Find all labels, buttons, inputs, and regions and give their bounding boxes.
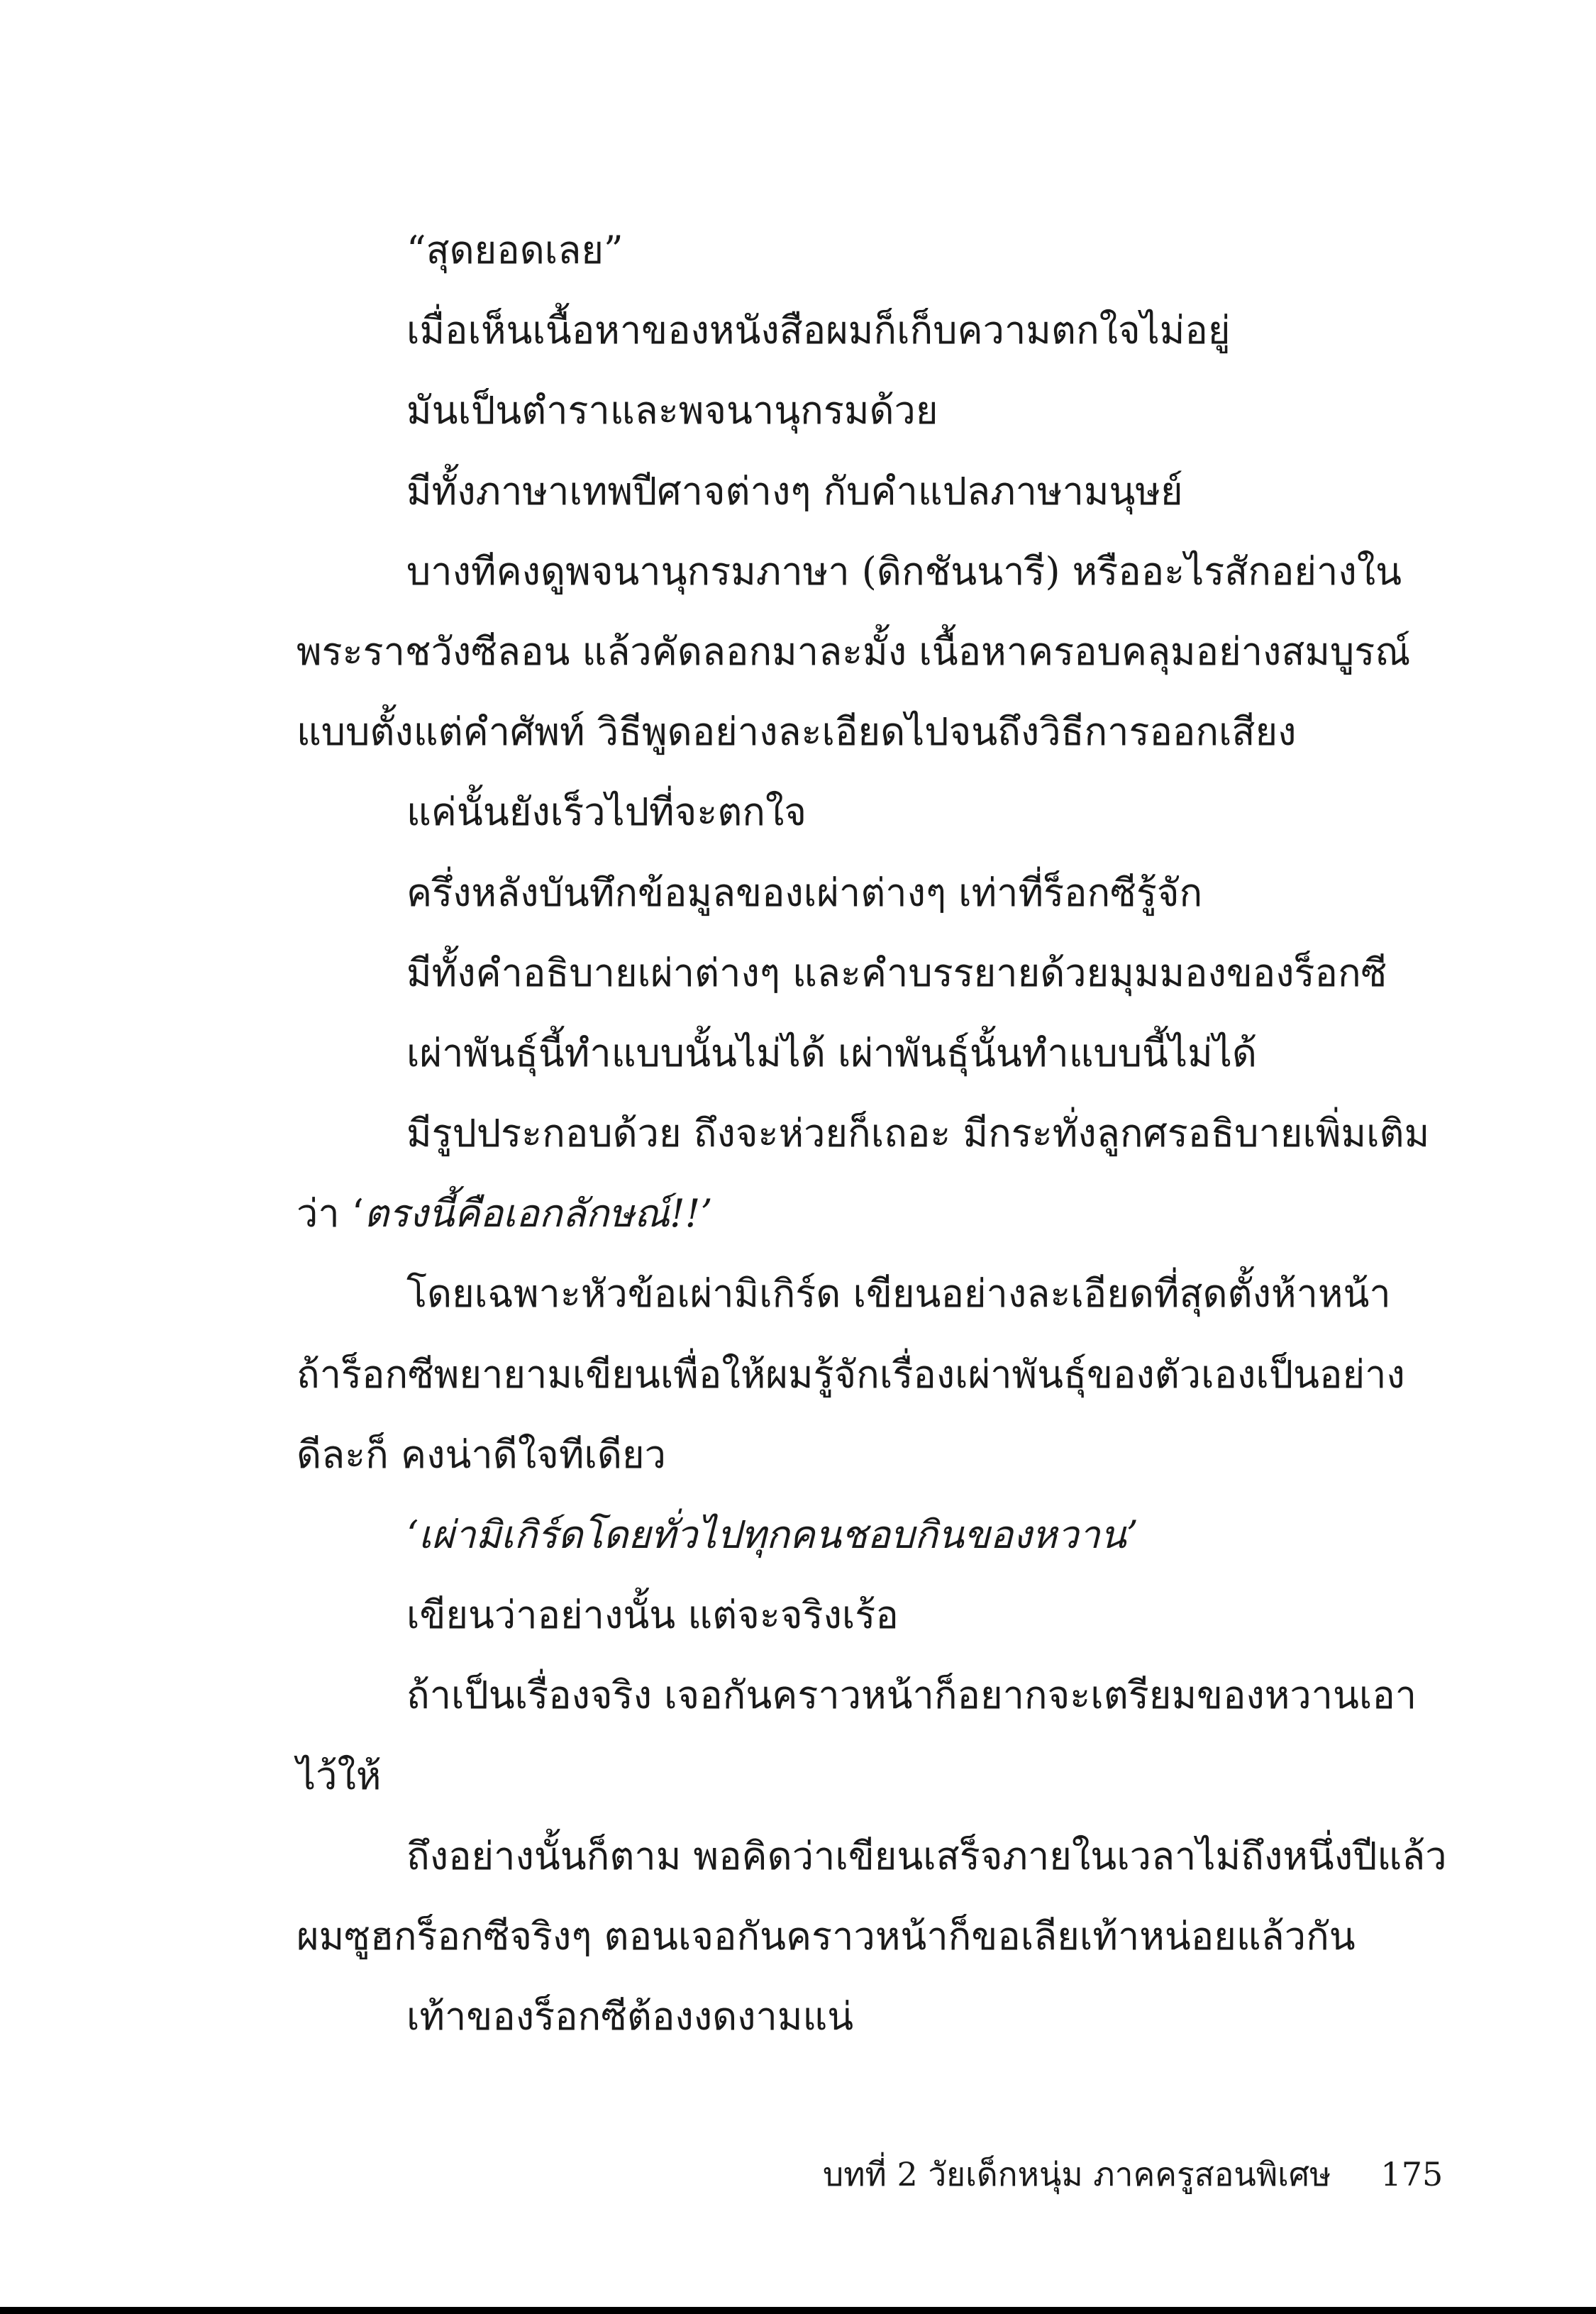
page-footer [823, 2149, 1443, 2199]
text-line: มีรูปประกอบด้วย ถึงจะห่วยก็เถอะ มีกระทั่งลูกศรอธิบายเพิ่มเติม [406, 1111, 1430, 1156]
chapter-title: บทที่ 2 วัยเด็กหนุ่ม ภาคครูสอนพิเศษ [823, 2155, 1331, 2193]
text-line: ไว้ให้ [297, 1753, 382, 1798]
text-line: มันเป็นตำราและพจนานุกรมด้วย [406, 388, 938, 433]
text-line-italic: ‘เผ่ามิเกิร์ดโดยทั่วไปทุกคนชอบกินของหวาน’ [406, 1512, 1138, 1557]
text-line: ครึ่งหลังบันทึกข้อมูลของเผ่าต่างๆ เท่าที่ร็อกซีรู้จัก [406, 870, 1203, 915]
text-plain: ว่า ‘ [297, 1191, 364, 1236]
text-line: เท้าของร็อกซีต้องงดงามแน่ [406, 1994, 854, 2039]
text-line: ดีละก็ คงน่าดีใจทีเดียว [297, 1432, 666, 1477]
text-line: แบบตั้งแต่คำศัพท์ วิธีพูดอย่างละเอียดไปจนถึงวิธีการออกเสียง [297, 709, 1297, 755]
text-line [297, 1173, 1403, 1253]
text-line: ผมซูฮกร็อกซีจริงๆ ตอนเจอกันคราวหน้าก็ขอเลียเท้าหน่อยแล้วกัน [297, 1913, 1356, 1959]
text-line: ถ้าเป็นเรื่องจริง เจอกันคราวหน้าก็อยากจะเตรียมของหวานเอา [406, 1673, 1417, 1718]
text-line: ถ้าร็อกซีพยายามเขียนเพื่อให้ผมรู้จักเรื่องเผ่าพันธุ์ของตัวเองเป็นอย่าง [297, 1351, 1405, 1397]
text-italic: ตรงนี้คือเอกลักษณ์!!’ [363, 1191, 713, 1236]
text-line: มีทั้งภาษาเทพปีศาจต่างๆ กับคำแปลภาษามนุษย์ [406, 468, 1183, 514]
text-line: เมื่อเห็นเนื้อหาของหนังสือผมก็เก็บความตกใจไม่อยู่ [406, 308, 1231, 353]
page-number: 175 [1380, 2155, 1443, 2193]
body-text [297, 210, 1447, 2056]
text-line: เผ่าพันธุ์นี้ทำแบบนั้นไม่ได้ เผ่าพันธุ์นั้นทำแบบนี้ไม่ได้ [406, 1030, 1257, 1075]
bottom-rule [0, 2307, 1596, 2314]
text-line: มีทั้งคำอธิบายเผ่าต่างๆ และคำบรรยายด้วยมุมมองของร็อกซี [406, 950, 1387, 995]
text-line: ถึงอย่างนั้นก็ตาม พอคิดว่าเขียนเสร็จภายในเวลาไม่ถึงหนึ่งปีแล้ว [406, 1833, 1447, 1878]
text-line: โดยเฉพาะหัวข้อเผ่ามิเกิร์ด เขียนอย่างละเอียดที่สุดตั้งห้าหน้า [406, 1271, 1391, 1317]
text-line: “สุดยอดเลย” [406, 228, 624, 272]
text-line: บางทีคงดูพจนานุกรมภาษา (ดิกชันนารี) หรืออะไรสักอย่างใน [406, 548, 1402, 594]
text-line: เขียนว่าอย่างนั้น แต่จะจริงเร้อ [406, 1593, 899, 1638]
text-line: แค่นั้นยังเร็วไปที่จะตกใจ [406, 790, 807, 835]
text-line: พระราชวังซีลอน แล้วคัดลอกมาละมั้ง เนื้อหาครอบคลุมอย่างสมบูรณ์ [297, 629, 1411, 674]
